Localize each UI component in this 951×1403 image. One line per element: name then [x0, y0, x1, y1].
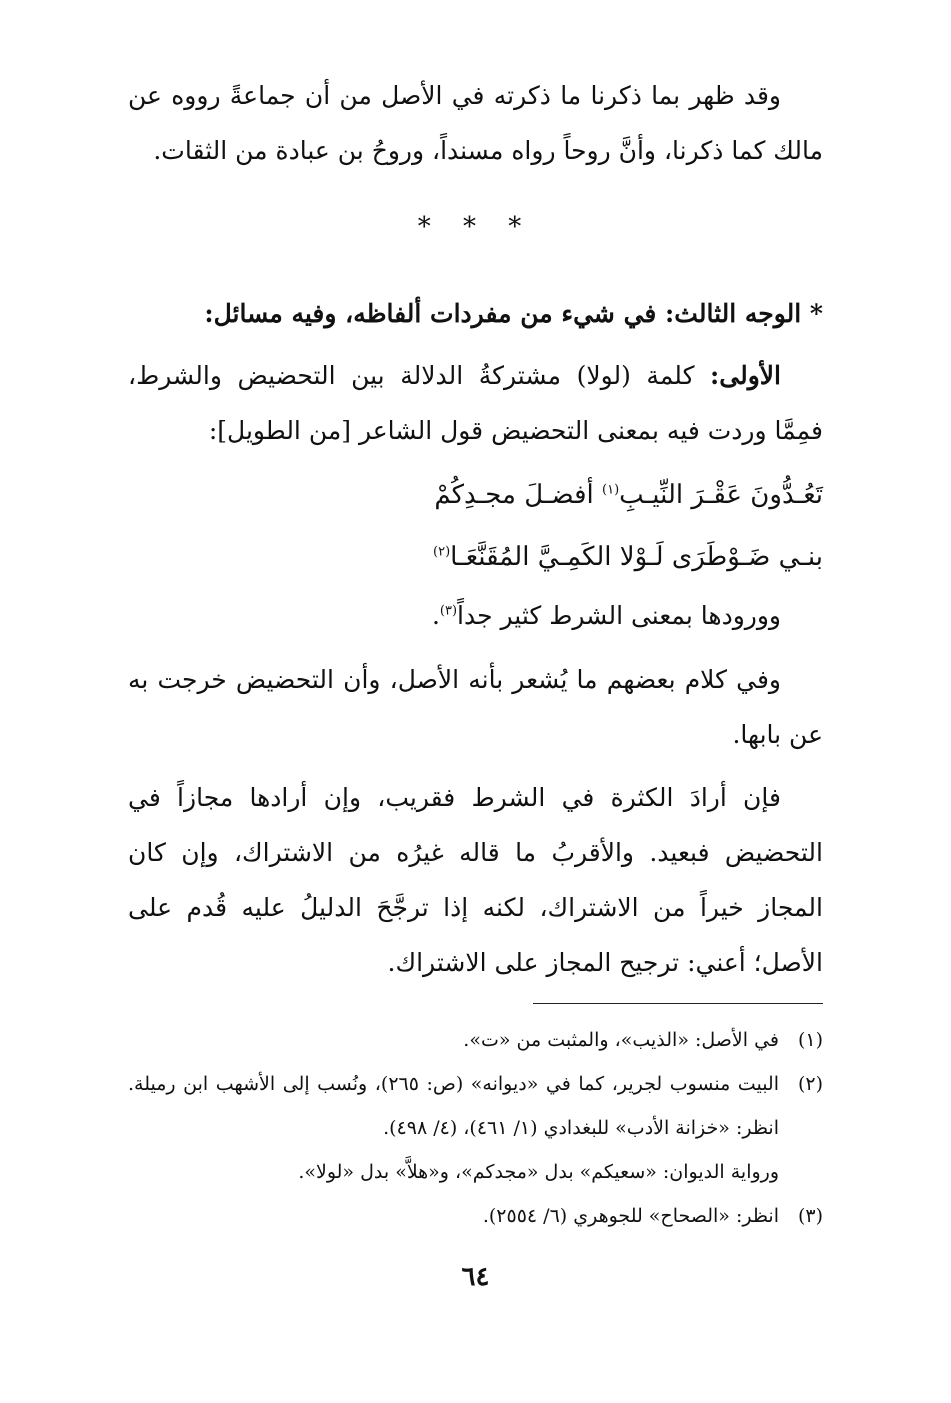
- verse-second-hemistich: [433, 530, 823, 585]
- footnote-3: [128, 1194, 823, 1238]
- verse-line1-start: تَعُـدُّونَ عَقْـرَ النِّيـبِ: [619, 480, 823, 510]
- condition-usage-line: [128, 588, 823, 643]
- footnote-1: [128, 1018, 823, 1062]
- majaz-paragraph: فإن أرادَ الكثرة في الشرط فقريب، وإن أرادها مجازاً في التحضيض فبعيد. والأقربُ ما قاله غيرُه من الاشتراك، وإن كان المجاز خيراً من الاشتراك، لكنه إذا ترجَّحَ الدليلُ عليه قُدم على الأصل؛ أعني: ترجيح المجاز على الاشتراك.: [128, 783, 823, 977]
- condition-usage-text: وورودها بمعنى الشرط كثير جداً: [457, 601, 781, 630]
- verse-first-hemistich: [434, 468, 823, 523]
- intro-paragraph: وقد ظهر بما ذكرنا ما ذكرته في الأصل من أن جماعةً رووه عن مالك كما ذكرنا، وأنَّ روحاً رواه مسنداً، وروحُ بن عبادة من الثقات.: [128, 81, 823, 165]
- footnote-line: البيت منسوب لجرير، كما في «ديوانه» (ص: ٢٦٥)، ونُسب إلى الأشهب ابن رميلة. انظر: «خزانة الأدب» للبغدادي (١/ ٤٦١)، (٤/ ٤٩٨).: [128, 1073, 779, 1139]
- condition-usage-end: .: [431, 601, 440, 630]
- verse-line2-text: بنـي ضَـوْطَرَى لَـوْلا الكَمِـيَّ المُقَنَّعَـا: [450, 542, 823, 572]
- footnote-ref-2: (٢): [433, 544, 451, 560]
- first-issue-lead: الأولى:: [710, 361, 781, 390]
- footnote-number: (٣): [797, 1205, 823, 1227]
- footnotes: [128, 1018, 823, 1238]
- page-number: ٦٤: [461, 1262, 490, 1292]
- footnote-2: [128, 1062, 823, 1194]
- first-issue-paragraph: [128, 348, 823, 458]
- section-separator: * * *: [417, 212, 534, 242]
- footnote-number: (٢): [797, 1073, 823, 1095]
- footnote-divider: [533, 1003, 823, 1004]
- footnote-ref-1: (١): [602, 482, 620, 498]
- origin-paragraph: وفي كلام بعضهم ما يُشعر بأنه الأصل، وأن التحضيض خرجت به عن بابها.: [128, 665, 823, 749]
- verse-line1-end: أفضـلَ مجـدِكُمْ: [434, 480, 594, 510]
- footnote-ref-3: (٣): [439, 603, 458, 619]
- footnote-number: (١): [797, 1029, 823, 1051]
- footnote-line: في الأصل: «الذيب»، والمثبت من «ت».: [463, 1029, 779, 1051]
- section-heading: * الوجه الثالث: في شيء من مفردات ألفاظه، وفيه مسائل:: [204, 299, 823, 328]
- footnote-line: انظر: «الصحاح» للجوهري (٦/ ٢٥٥٤).: [482, 1205, 779, 1227]
- footnote-line: ورواية الديوان: «سعيكم» بدل «مجدكم»، و«هلاَّ» بدل «لولا».: [298, 1161, 779, 1183]
- first-issue-text: كلمة (لولا) مشتركةُ الدلالة بين التحضيض والشرط، فمِمَّا وردت فيه بمعنى التحضيض قول الشاعر [من الطويل]:: [128, 361, 823, 445]
